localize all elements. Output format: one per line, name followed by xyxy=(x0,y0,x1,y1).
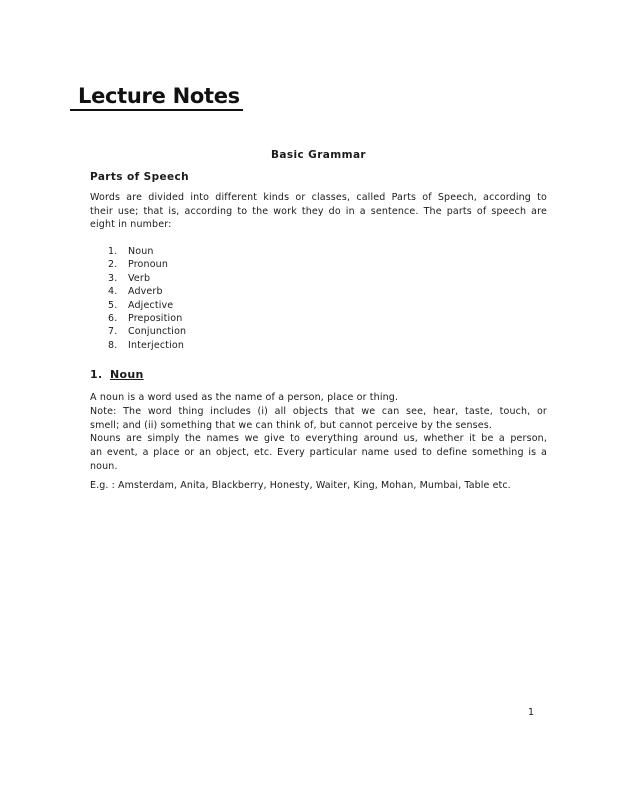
list-item-label: Preposition xyxy=(128,313,183,325)
list-item-label: Verb xyxy=(128,272,151,284)
list-item-label: Adjective xyxy=(128,299,174,311)
section-heading-noun xyxy=(90,368,144,381)
noun-line: A noun is a word used as the name of a person, place or thing. xyxy=(90,392,399,403)
list-item-label: Adverb xyxy=(128,286,163,298)
intro-line: Words are divided into different kinds or classes, called Parts of Speech, according to xyxy=(90,192,547,203)
noun-line: Nouns are simply the names we give to everything around us, whether it be a person, xyxy=(90,433,547,445)
doc-heading: Basic Grammar xyxy=(270,149,367,161)
intro-line: eight in number: xyxy=(90,219,172,231)
list-item xyxy=(108,258,186,271)
list-item xyxy=(108,339,186,352)
intro-paragraph xyxy=(90,191,547,232)
list-item xyxy=(108,245,186,258)
noun-line: an event, a place or an object, etc. Every particular name used to define something is a xyxy=(90,447,547,459)
list-item xyxy=(108,299,186,312)
document-title-text: Lecture Notes xyxy=(70,84,243,111)
page-number: 1 xyxy=(528,707,535,718)
list-item-number: 8. xyxy=(108,339,118,351)
list-item-number: 3. xyxy=(108,272,118,284)
list-item-number: 4. xyxy=(108,286,118,298)
list-item-label: Pronoun xyxy=(128,259,168,271)
list-item xyxy=(108,312,186,325)
example-line: E.g. : Amsterdam, Anita, Blackberry, Honesty, Waiter, King, Mohan, Mumbai, Table etc. xyxy=(90,480,511,491)
list-item-number: 2. xyxy=(108,259,118,271)
section-title: Noun xyxy=(110,368,144,381)
section-heading-parts-of-speech: Parts of Speech xyxy=(90,171,190,183)
document-title xyxy=(70,84,243,111)
noun-line: smell; and (ii) something that we can think of, but cannot perceive by the senses. xyxy=(90,419,492,431)
list-item-number: 7. xyxy=(108,326,118,338)
parts-of-speech-list xyxy=(108,245,186,352)
list-item xyxy=(108,325,186,338)
list-item-number: 5. xyxy=(108,299,118,311)
noun-line: noun. xyxy=(90,460,118,472)
noun-line: Note: The word thing includes (i) all objects that we can see, hear, taste, touch, or xyxy=(90,405,547,417)
list-item-label: Interjection xyxy=(128,339,185,351)
intro-line: their use; that is, according to the work they do in a sentence. The parts of speech are xyxy=(90,205,547,217)
list-item xyxy=(108,272,186,285)
list-item-label: Noun xyxy=(128,246,154,257)
list-item-number: 1. xyxy=(108,246,118,257)
list-item xyxy=(108,285,186,298)
list-item-number: 6. xyxy=(108,313,118,325)
noun-paragraph xyxy=(90,391,547,474)
section-number: 1. xyxy=(90,368,103,381)
list-item-label: Conjunction xyxy=(128,326,187,338)
